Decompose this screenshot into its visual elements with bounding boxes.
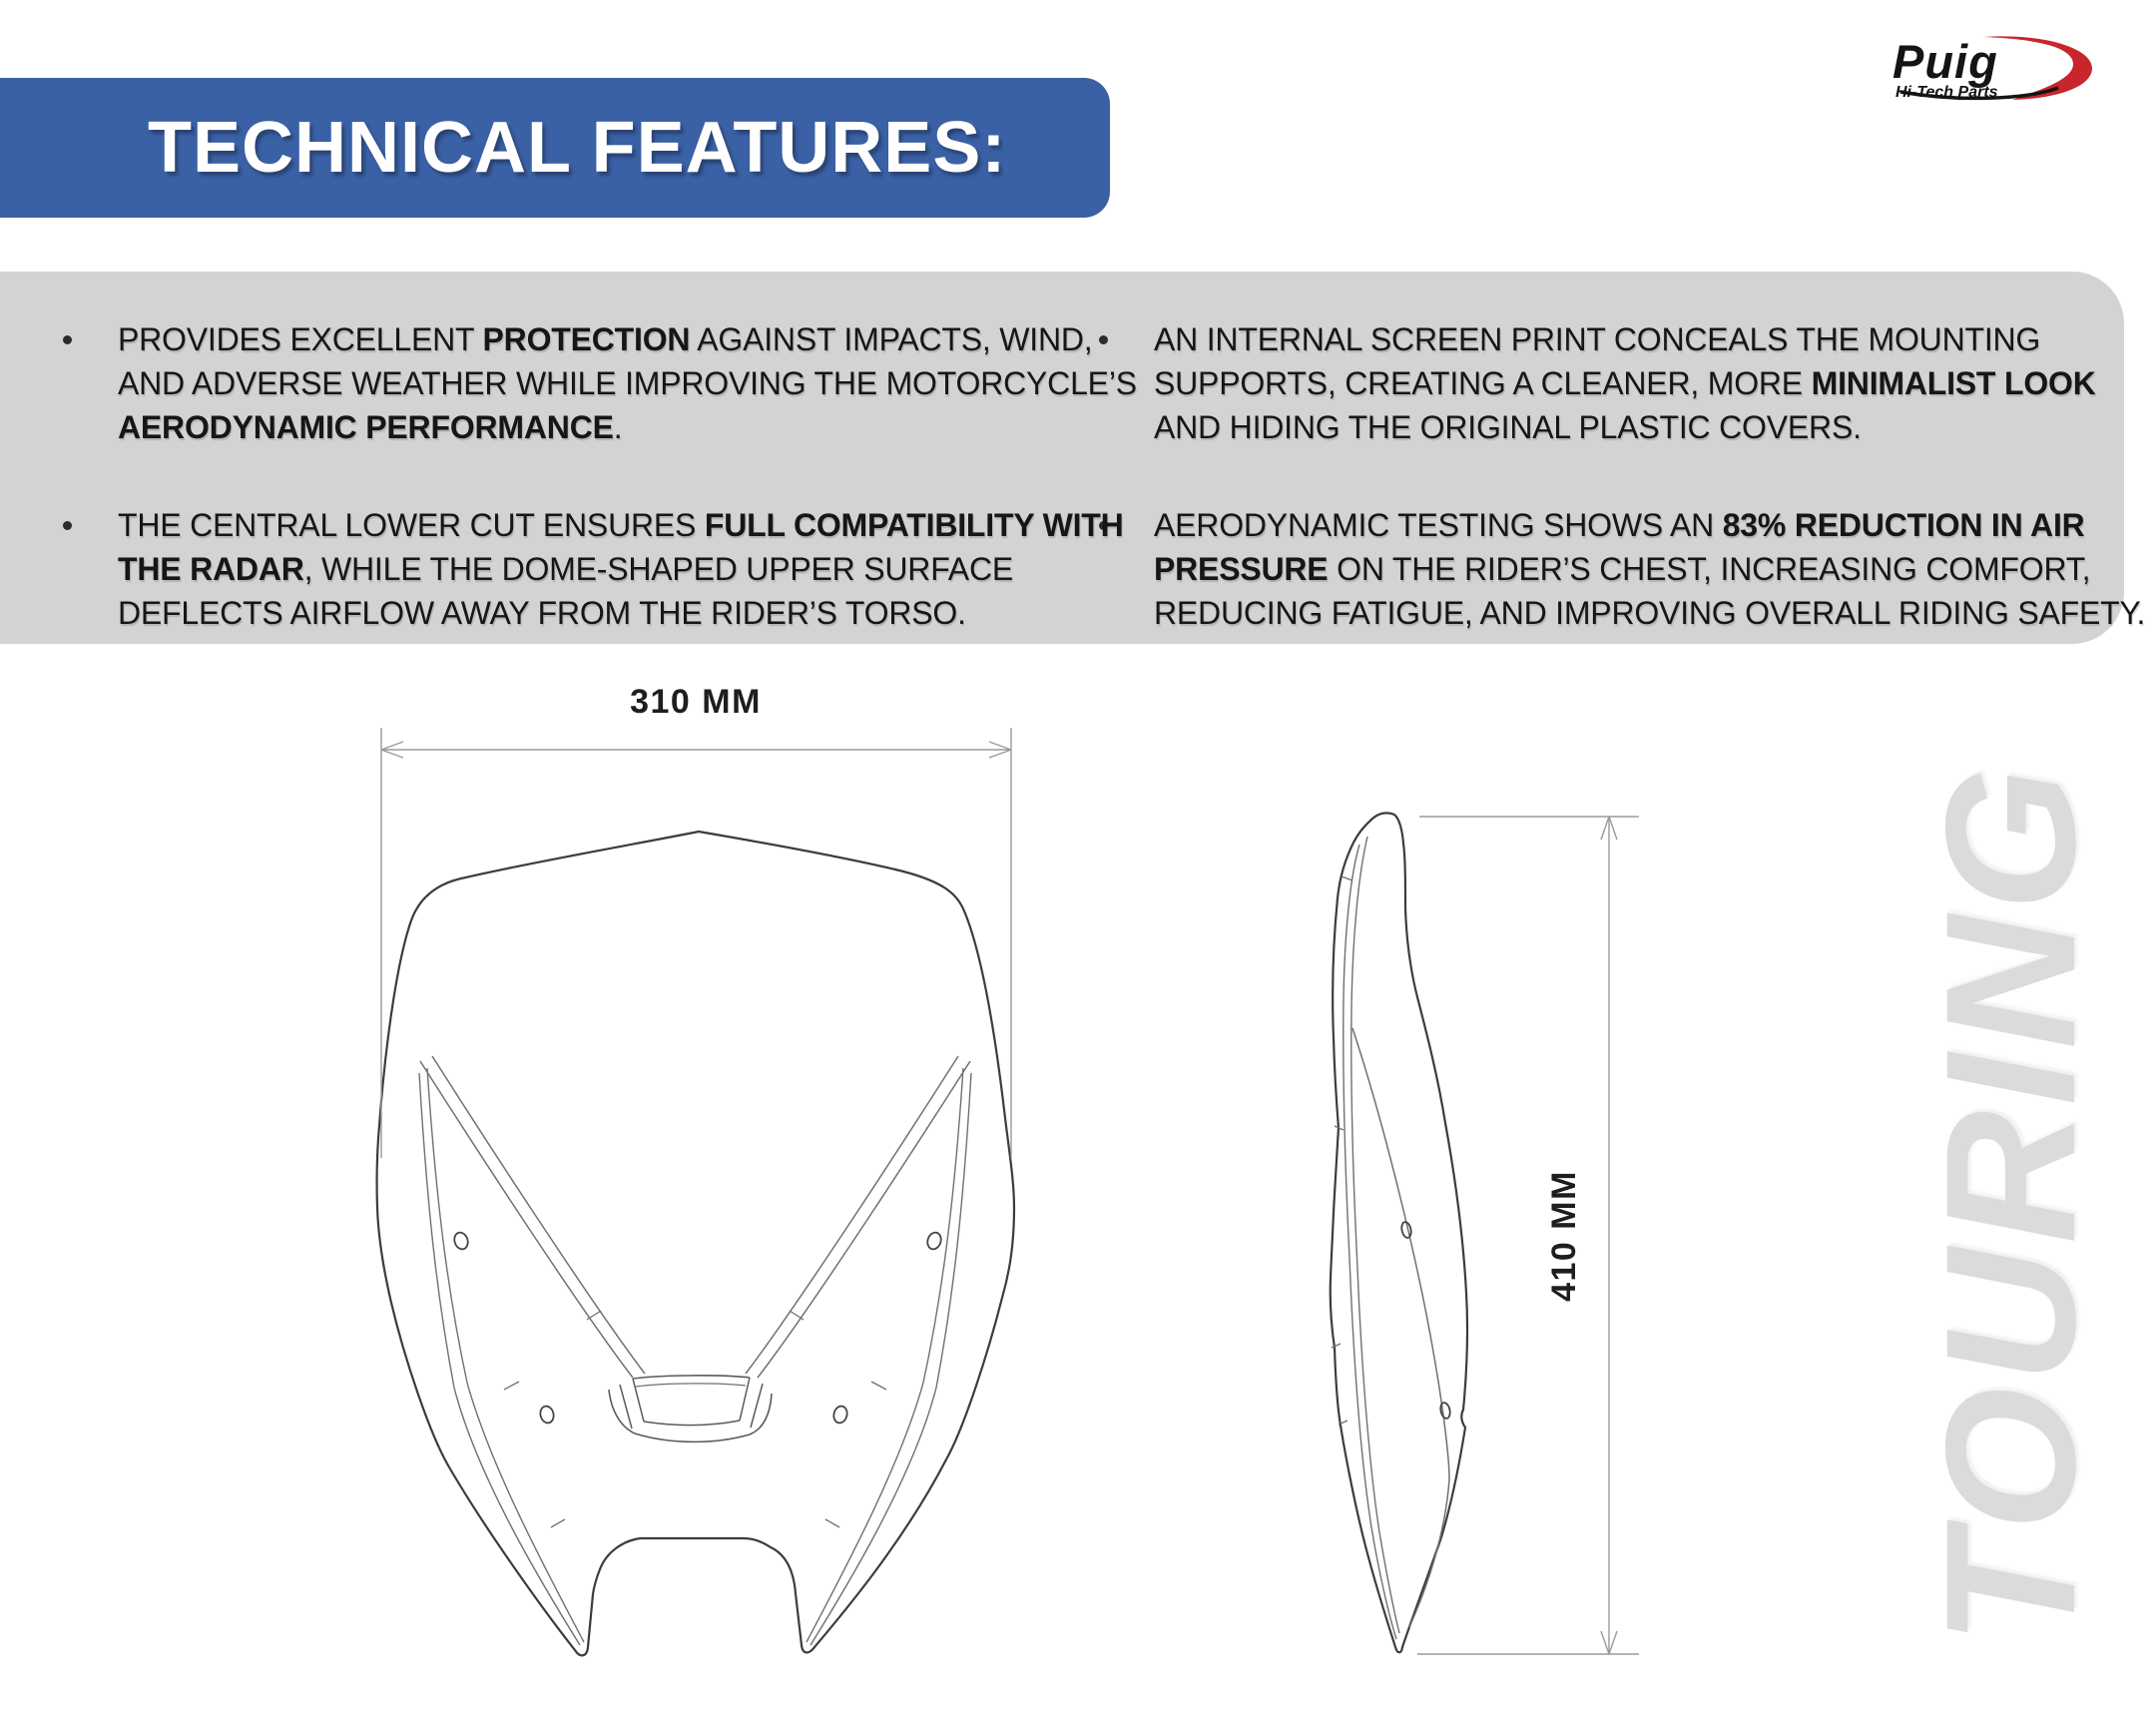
bullet-dot-icon [63,335,72,344]
width-dimension-label: 310 MM [630,683,762,721]
touring-watermark-text: TOURING [1908,762,2114,1646]
height-dimension-label: 410 MM [1545,1170,1583,1302]
bullet-dot-icon [63,521,72,530]
feature-bullet-screen-print: AN INTERNAL SCREEN PRINT CONCEALS THE MOUNTING SUPPORTS, CREATING A CLEANER, MORE MINIMALIST LOOK AND HIDING THE ORIGINAL PLASTIC COVERS. [1154,321,2096,445]
front-view-drawing [377,832,1014,1655]
puig-wordmark: Puig [1892,35,1998,88]
features-panel [0,272,2146,644]
height-dimension-lines [1417,817,1639,1654]
side-view-drawing [1331,813,1467,1652]
page-title: TECHNICAL FEATURES: [148,108,1007,188]
logo-swoosh-icon [1983,36,2092,100]
puig-tagline: Hi-Tech Parts [1895,84,1998,101]
feature-bullet-protection: PROVIDES EXCELLENT PROTECTION AGAINST IMPACTS, WIND, AND ADVERSE WEATHER WHILE IMPROVING THE MOTORCYCLE’S AERODYNAMIC PERFORMANCE. [118,321,1137,445]
feature-bullet-radar-compatibility: THE CENTRAL LOWER CUT ENSURES FULL COMPATIBILITY WITH THE RADAR, WHILE THE DOME-SHAPED UPPER SURFACE DEFLECTS AIRFLOW AWAY FROM THE RIDER’S TORSO. [118,507,1124,631]
width-dimension-lines [381,728,1011,1158]
header-banner [0,78,1110,218]
brand-logo [1886,32,2106,102]
feature-bullet-air-pressure: AERODYNAMIC TESTING SHOWS AN 83% REDUCTION IN AIR PRESSURE ON THE RIDER’S CHEST, INCREASING COMFORT, REDUCING FATIGUE, AND IMPROVING OVERALL RIDING SAFETY. [1154,507,2146,631]
